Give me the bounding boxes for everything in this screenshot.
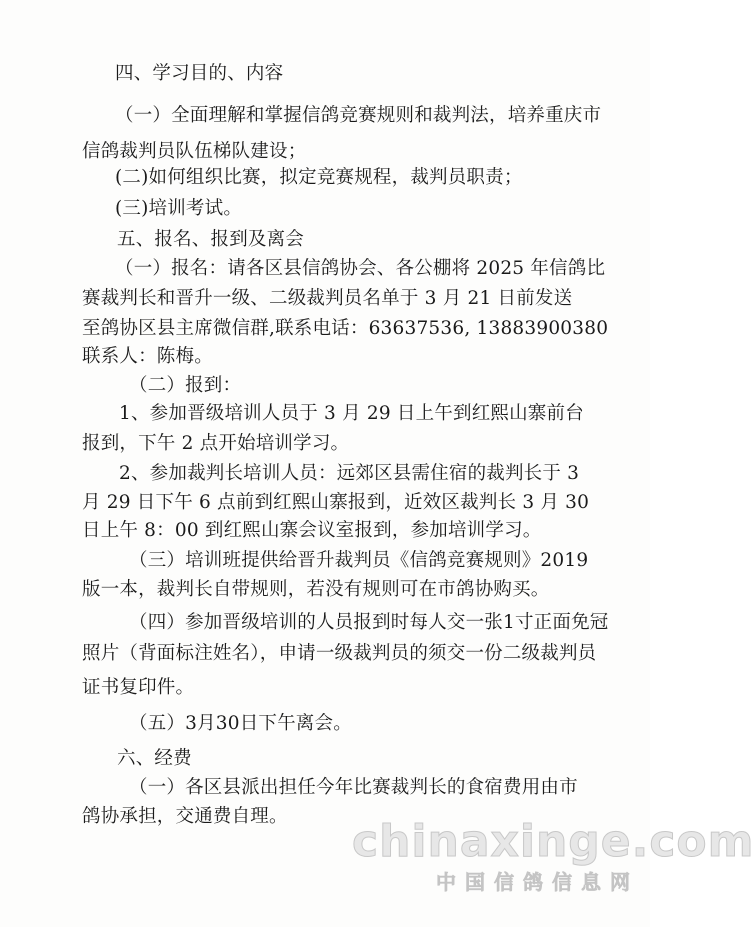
paragraph-line: 鸽协承担，交通费自理。 [82,806,288,827]
paragraph-line: (二)如何组织比赛，拟定竞赛规程，裁判员职责； [115,167,523,188]
paragraph-line: 月 29 日下午 6 点前到红熙山寨报到，近效区裁判长 3 月 30 [82,492,590,513]
watermark-name: 中国信鸽信息网 [436,870,639,894]
watermark-site: chinaxinge.com [352,816,755,867]
paragraph-line: 证书复印件。 [82,677,195,698]
paragraph-line: 照片（背面标注姓名），申请一级裁判员的须交一份二级裁判员 [82,643,597,664]
heading-section-4: 四、学习目的、内容 [115,63,284,84]
subheading-registration: （二）报到： [129,375,242,396]
paragraph-line: 日上午 8：00 到红熙山寨会议室报到，参加培训学习。 [82,520,542,541]
paragraph-line: （一）各区县派出担任今年比赛裁判长的食宿费用由市 [129,777,578,798]
paragraph-line: 信鸽裁判员队伍梯队建设； [82,141,307,162]
paragraph-line: (三)培训考试。 [115,198,243,219]
paragraph-line: （四）参加晋级培训的人员报到时每人交一张1寸正面免冠 [129,612,609,633]
paragraph-line: （一）全面理解和掌握信鸽竞赛规则和裁判法，培养重庆市 [115,105,602,126]
paragraph-line: 赛裁判长和晋升一级、二级裁判员名单于 3 月 21 日前发送 [82,288,573,309]
paragraph-line: 1、参加晋级培训人员于 3 月 29 日上午到红熙山寨前台 [119,403,584,424]
paragraph-line: 联系人：陈梅。 [82,346,213,367]
paragraph-line: 2、参加裁判长培训人员：远郊区县需住宿的裁判长于 3 [119,463,580,484]
paragraph-line: 版一本，裁判长自带规则，若没有规则可在市鸽协购买。 [82,579,550,600]
paragraph-line: （一）报名：请各区县信鸽协会、各公棚将 2025 年信鸽比 [115,258,606,279]
paragraph-line: 至鸽协区县主席微信群,联系电话：63637536, 13883900380 [82,318,609,339]
paragraph-line: （五）3月30日下午离会。 [129,713,352,734]
paragraph-line: 报到，下午 2 点开始培训学习。 [82,433,350,454]
heading-section-6: 六、经费 [117,748,192,769]
paragraph-line: （三）培训班提供给晋升裁判员《信鸽竞赛规则》2019 [129,550,589,571]
heading-section-5: 五、报名、报到及离会 [117,229,305,250]
